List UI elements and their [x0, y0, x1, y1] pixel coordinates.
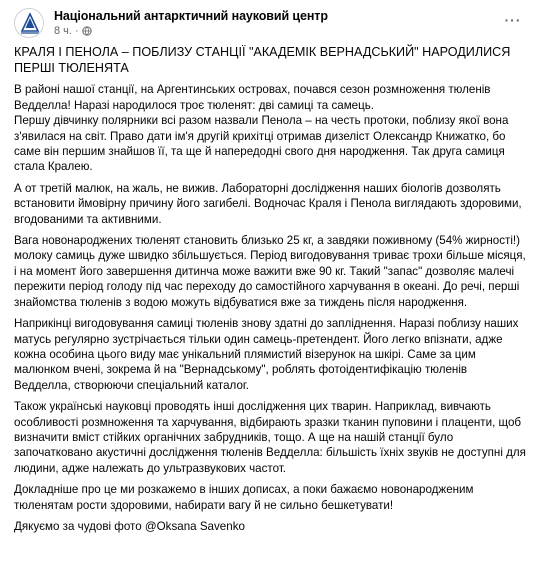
post-timestamp[interactable]: 8 ч.	[54, 25, 72, 37]
antarctic-center-logo-icon	[15, 9, 44, 38]
page-name-link[interactable]: Національний антарктичний науковий центр	[54, 9, 328, 23]
post-paragraph: А от третій малюк, на жаль, не вижив. Лабораторні дослідження наших біологів дозволять встановити ймовірну причину його загибелі. Водночас Краля і Пенола виглядають здоровими, вгодованими та активними.	[14, 181, 522, 226]
post-meta	[54, 25, 92, 37]
post-paragraph: В районі нашої станції, на Аргентинських островах, почався сезон розмноження тюленів Ведделла! Наразі народилося троє тюленят: дві самиці та самець.	[14, 83, 491, 112]
page-avatar[interactable]	[14, 8, 44, 38]
post-paragraph: Першу дівчинку полярники всі разом назвали Пенола – на честь протоки, поблизу якої вона з'явилася на світ. Право дати ім'я другій крихітці отримав дизеліст Олександр Книжатко, бо саме він першим знайшов її, та ще й напередодні свого дня народження. Так друга самиця стала Кралею.	[14, 114, 509, 174]
post-header	[14, 8, 530, 38]
post-paragraph: Також українські науковці проводять інші дослідження цих тварин. Наприклад, вивчають особливості розмноження та харчування, відбирають зразки тканин пуповини і плаценти, щоб визначити вміст стійких органічних забрудників, тощо. А ще на нашій станції було започатковано акустичні дослідження тюленів Ведделла: більшість їхніх звуків не доступні для людини, адже належать до ультразвукових частот.	[14, 400, 526, 475]
ellipsis-icon[interactable]: ···	[504, 12, 522, 28]
globe-icon	[82, 26, 92, 36]
post-paragraph: Вага новонароджених тюленят становить близько 25 кг, а завдяки поживному (54% жирності!) молоку самиць дуже швидко збільшується. Період вигодовування триває трохи більше місяця, і на момент його завершення дитинча може важити вже 90 кг. Такий "запас" дозволяє малечі пережити період голоду під час переходу до самостійного харчування в океані. До речі, перші знайомства тюленів з водою можуть відбуватися вже за тиждень після народження.	[14, 234, 526, 309]
post-paragraph: Докладніше про це ми розкажемо в інших дописах, а поки бажаємо новонародженим тюленятам рости здоровими, набирати вагу й не сильно бешкетувати!	[14, 483, 474, 512]
meta-separator: ·	[74, 25, 79, 37]
post-paragraph: Наприкінці вигодовування самиці тюленів знову здатні до запліднення. Наразі поблизу наших матусь регулярно зустрічається тільки один самець-претендент. Його легко впізнати, адже кожна особина цього виду має унікальний плямистий візерунок на шкірі. Саме за цим малюнком вчені, зокрема й на "Вернадському", роблять фотоідентифікацію тюленів Ведделла, створюючи спеціальний каталог.	[14, 317, 519, 392]
post-title: КРАЛЯ І ПЕНОЛА – ПОБЛИЗУ СТАНЦІЇ "АКАДЕМІК ВЕРНАДСЬКИЙ" НАРОДИЛИСЯ ПЕРШІ ТЮЛЕНЯТА	[14, 45, 511, 76]
post-paragraph: Дякуємо за чудові фото @Oksana Savenko	[14, 519, 245, 533]
post-body	[14, 44, 526, 540]
